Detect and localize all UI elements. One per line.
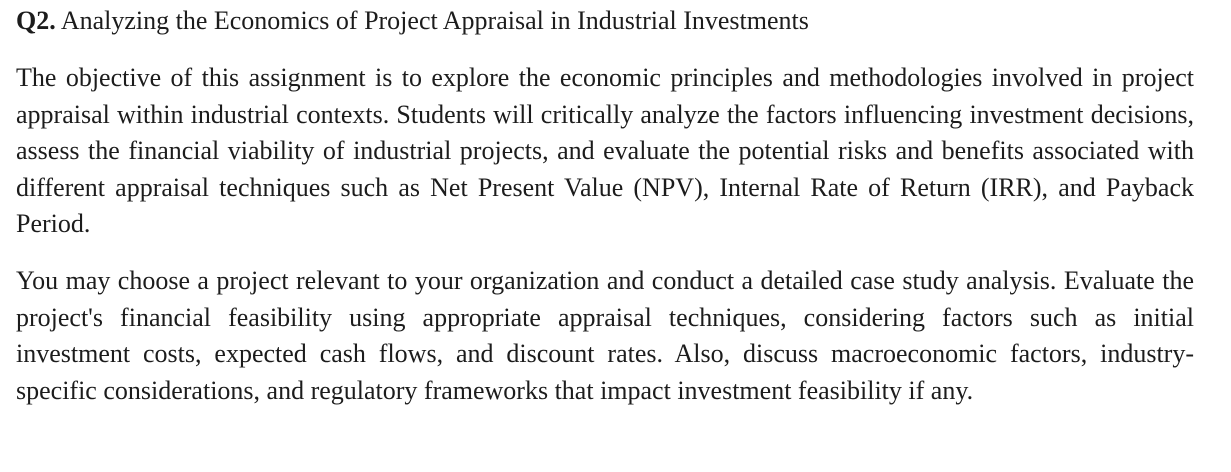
question-title: Analyzing the Economics of Project Appraisal in Industrial Investments — [60, 6, 809, 35]
assignment-document — [16, 4, 1194, 409]
question-heading — [16, 4, 1194, 38]
question-number: Q2. — [16, 6, 56, 35]
objective-paragraph: The objective of this assignment is to explore the economic principles and methodologies involved in project appraisal within industrial contexts. Students will critically analyze the factors influencing investment decisions, assess the financial viability of industrial projects, and evaluate the potential risks and benefits associated with different appraisal techniques such as Net Present Value (NPV), Internal Rate of Return (IRR), and Payback Period. — [16, 63, 1194, 239]
instructions-paragraph: You may choose a project relevant to your organization and conduct a detailed case study analysis. Evaluate the project's financial feasibility using appropriate appraisal techniques, considering factors such as initial investment costs, expected cash flows, and discount rates. Also, discuss macroeconomic factors, industry-specific considerations, and regulatory frameworks that impact investment feasibility if any. — [16, 265, 1194, 405]
